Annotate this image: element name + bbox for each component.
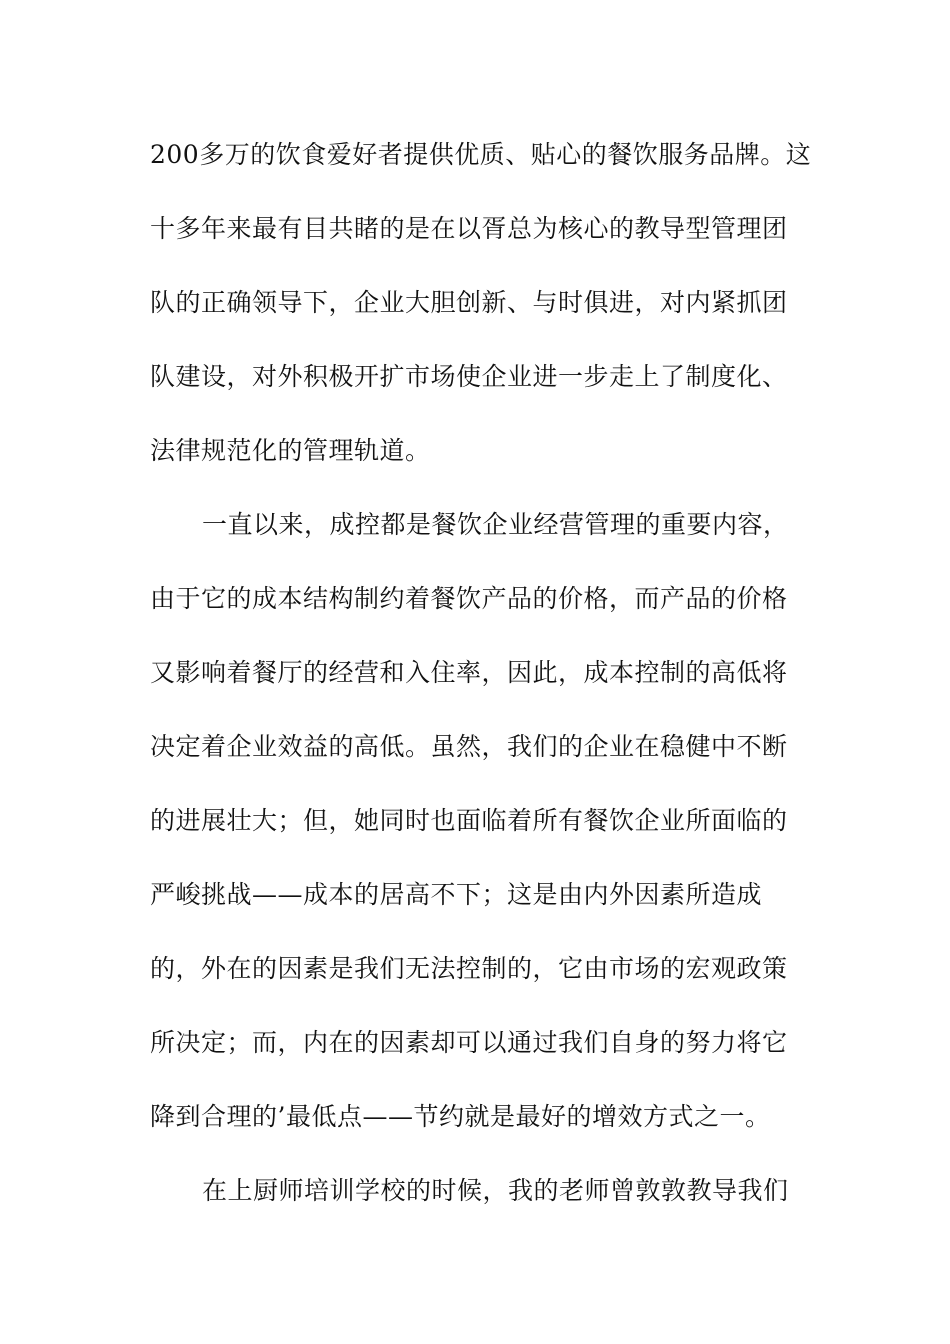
paragraph-first-line: 一直以来，成控都是餐饮企业经营管理的重要内容，: [202, 510, 789, 539]
text-line: 队建设，对外积极开扩市场使企业进一步走上了制度化、: [150, 362, 788, 391]
text-line: 所决定；而，内在的因素却可以通过我们自身的努力将它: [150, 1028, 788, 1057]
text-line: 由于它的成本结构制约着餐饮产品的价格，而产品的价格: [150, 584, 788, 613]
text-line: 又影响着餐厅的经营和入住率，因此，成本控制的高低将: [150, 658, 788, 687]
text-line: 队的正确领导下，企业大胆创新、与时俱进，对内紧抓团: [150, 288, 788, 317]
paragraph-first-line: 在上厨师培训学校的时候，我的老师曾敦敦教导我们: [202, 1176, 789, 1205]
text-line: 决定着企业效益的高低。虽然，我们的企业在稳健中不断: [150, 732, 788, 761]
text-line: 十多年来最有目共睹的是在以胥总为核心的教导型管理团: [150, 214, 788, 243]
text-line: 的进展壮大；但，她同时也面临着所有餐饮企业所面临的: [150, 806, 788, 835]
text-line: 法律规范化的管理轨道。: [150, 436, 431, 465]
text-line: 严峻挑战——成本的居高不下；这是由内外因素所造成: [150, 880, 763, 909]
text-line: 降到合理的’最低点——节约就是最好的增效方式之一。: [150, 1102, 771, 1131]
text-line: 200多万的饮食爱好者提供优质、贴心的餐饮服务品牌。这: [150, 140, 812, 169]
text-line: 的，外在的因素是我们无法控制的，它由市场的宏观政策: [150, 954, 788, 983]
